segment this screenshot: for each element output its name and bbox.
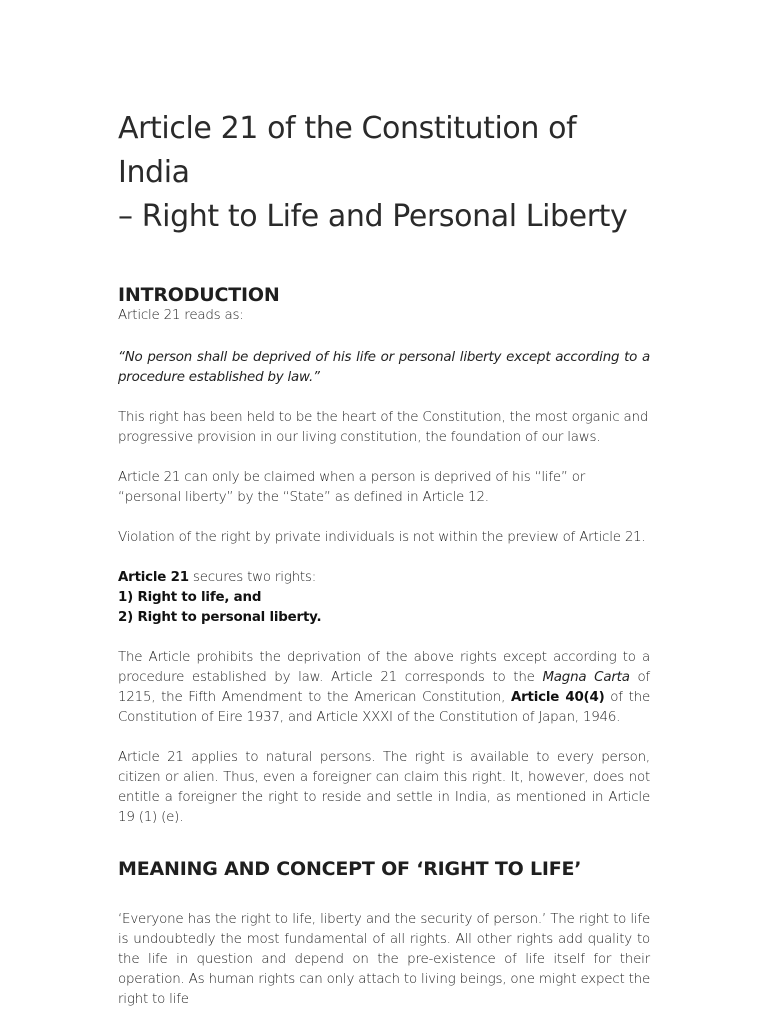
rights-list (118, 568, 650, 628)
paragraph-claim-condition: Article 21 can only be claimed when a person is deprived of his “life” or “personal liberty” by the “State” as defined in Article 12. (118, 470, 586, 505)
introduction-heading: INTRODUCTION (118, 284, 280, 306)
magna-carta-text: Magna Carta (542, 670, 630, 685)
rights-lead-rest: secures two rights: (188, 570, 317, 585)
p4-part-c: of the Constitution of Eire 1937, and Article XXXI of the Constitution of Japan, 1946. (118, 690, 650, 725)
right-to-life-item: 1) Right to life, and (118, 590, 262, 605)
rights-lead (118, 568, 650, 588)
p4-part-a: The Article prohibits the deprivation of the above rights except according to a procedure established by law. Article 21 corresponds to the (118, 650, 650, 685)
paragraph-natural-persons: Article 21 applies to natural persons. The right is available to every person, citizen or alien. Thus, even a foreigner can claim this right. It, however, does not entitle a foreigner the right to reside and settle in India, as mentioned in Article 19 (1) (e). (118, 750, 650, 825)
article-quote: “No person shall be deprived of his life or personal liberty except according to a procedure established by law.” (118, 350, 650, 385)
meaning-heading: MEANING AND CONCEPT OF ‘RIGHT TO LIFE’ (118, 858, 582, 880)
paragraph-prohibition (118, 648, 650, 728)
paragraph-heart-of-constitution: This right has been held to be the heart of the Constitution, the most organic and progressive provision in our living constitution, the foundation of our laws. (118, 410, 649, 445)
intro-lead-text: Article 21 reads as: (118, 308, 244, 323)
paragraph-private-violation: Violation of the right by private individuals is not within the preview of Article 21. (118, 530, 646, 545)
paragraph-right-to-life: ‘Everyone has the right to life, liberty and the security of person.’ The right to life is undoubtedly the most fundamental of all rights. All other rights add quality to the life in question and depend on the pre-existence of life itself for their operation. As human rights can only attach to living beings, one might expect the right to life (118, 912, 650, 1007)
article-40-4-text: Article 40(4) (510, 690, 605, 705)
document-title (118, 107, 650, 239)
p4-part-b: of 1215, the Fifth Amendment to the American Constitution, (118, 670, 650, 705)
title-line-2: – Right to Life and Personal Liberty (118, 199, 628, 234)
right-to-liberty-item: 2) Right to personal liberty. (118, 610, 322, 625)
rights-lead-bold: Article 21 (118, 570, 189, 585)
title-line-1: Article 21 of the Constitution of India (118, 111, 577, 190)
